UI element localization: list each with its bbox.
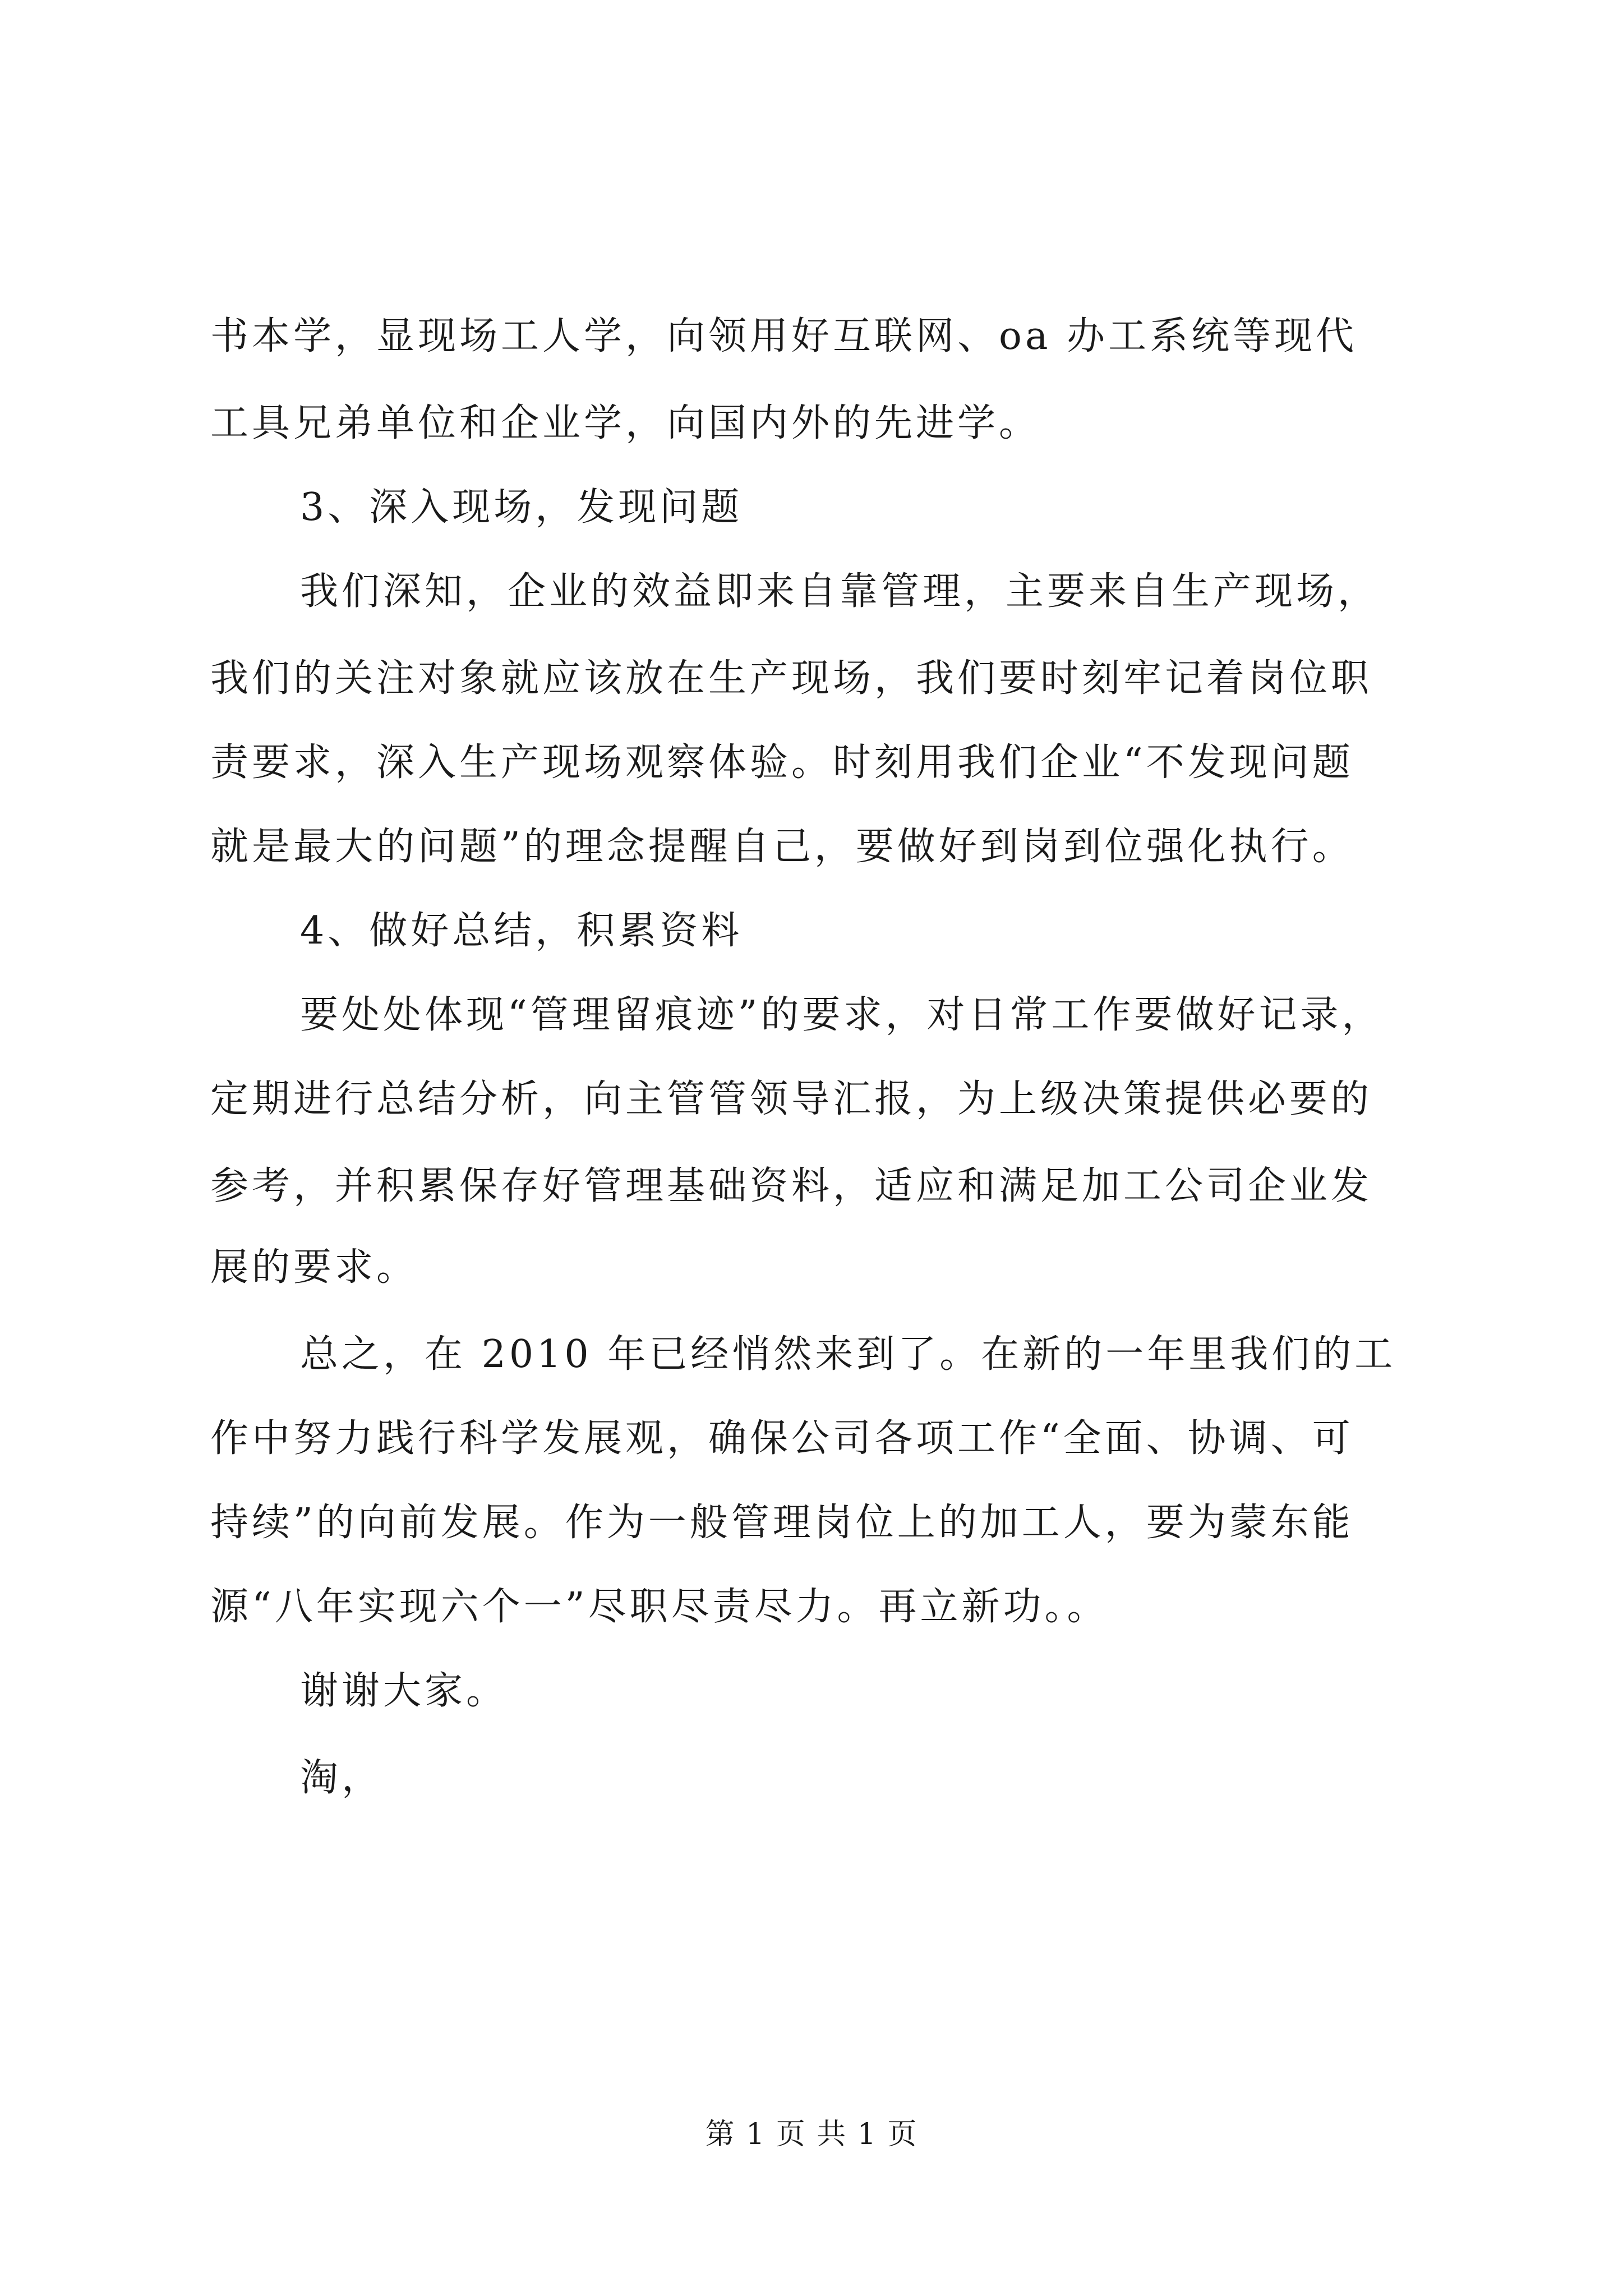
body-text: 展的要求。 (210, 1245, 418, 1290)
heading-text: 3、深入现场，发现问题 (300, 485, 743, 530)
body-text: 我们的关注对象就应该放在生产现场，我们要时刻牢记着岗位职 (210, 656, 1373, 701)
body-text: 就是最大的问题”的理念提醒自己，要做好到岗到位强化执行。 (210, 825, 1354, 869)
body-text: 参考，并积累保存好管理基础资料，适应和满足加工公司企业发 (210, 1164, 1373, 1208)
page-footer (0, 2115, 1623, 2154)
body-text: 书本学，显现场工人学，向领用好互联网、oa 办工系统等现代 (210, 314, 1358, 358)
closing-text: 淘， (300, 1756, 384, 1800)
body-text: 我们深知，企业的效益即来自靠管理，主要来自生产现场， (300, 569, 1380, 614)
body-text: 要处处体现“管理留痕迹”的要求，对日常工作要做好记录， (300, 993, 1384, 1037)
page-number: 第 1 页 共 1 页 (705, 2118, 918, 2151)
body-text: 工具兄弟单位和企业学，向国内外的先进学。 (210, 401, 1041, 445)
body-text: 总之，在 2010 年已经悄然来到了。在新的一年里我们的工 (300, 1332, 1396, 1377)
heading-text: 4、做好总结，积累资料 (300, 909, 743, 953)
body-text: 定期进行总结分析，向主管管领导汇报，为上级决策提供必要的 (210, 1077, 1373, 1121)
body-text: 源“八年实现六个一”尽职尽责尽力。再立新功。。 (210, 1585, 1109, 1629)
body-text: 责要求，深入生产现场观察体验。时刻用我们企业“不发现问题 (210, 740, 1354, 785)
body-text: 作中努力践行科学发展观，确保公司各项工作“全面、协调、可 (210, 1416, 1354, 1461)
closing-text: 谢谢大家。 (300, 1669, 508, 1713)
body-text: 持续”的向前发展。作为一般管理岗位上的加工人，要为蒙东能 (210, 1501, 1354, 1545)
